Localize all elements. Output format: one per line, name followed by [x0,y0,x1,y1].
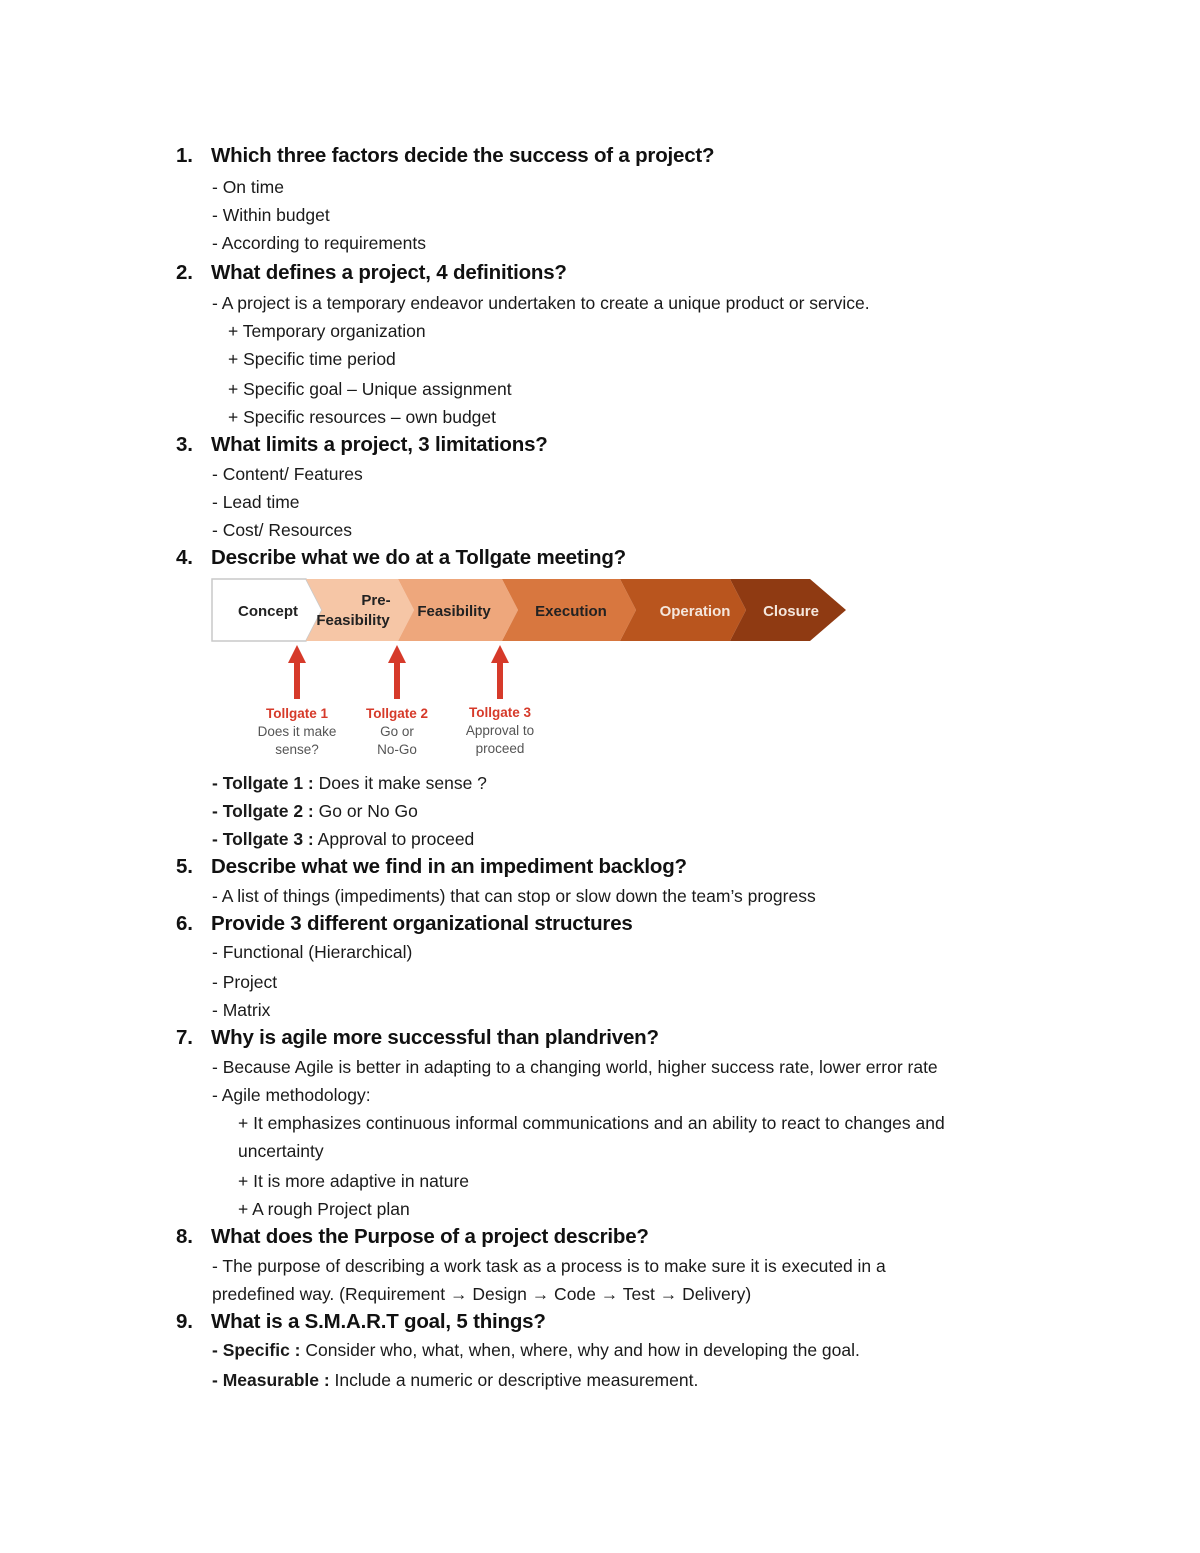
tollgate-3-arrow-icon [491,645,509,699]
answer-text: Include a numeric or descriptive measurement. [329,1370,699,1390]
question-text: Why is agile more successful than plandriven? [211,1026,659,1049]
question-number: 6. [176,912,193,935]
answer-line: - According to requirements [212,233,426,253]
answer-sub-item: + It emphasizes continuous informal communications and an ability to react to changes and [238,1113,945,1133]
answer-line: - Agile methodology: [212,1085,371,1105]
question-9 [176,1309,546,1335]
stage-label: Concept [238,603,298,620]
question-number: 9. [176,1310,193,1333]
answer-line [212,1368,698,1392]
question-text: What defines a project, 4 definitions? [211,261,567,284]
stage-label: Feasibility [316,612,390,629]
stage-pre-feasibility [306,579,414,641]
question-text: What is a S.M.A.R.T goal, 5 things? [211,1310,546,1333]
question-8 [176,1224,649,1250]
answer-label: - Measurable : [212,1370,330,1390]
answer-line: - Within budget [212,205,330,225]
tollgate-desc: Approval to [465,723,535,738]
answer-line: - A project is a temporary endeavor undertaken to create a unique product or service. [212,293,870,313]
tollgate-markers [240,643,560,763]
tollgate-2-arrow-icon [388,645,406,699]
answer-line: - Matrix [212,1000,271,1020]
tollgate-desc: Go or [380,724,414,739]
question-number: 5. [176,855,193,878]
question-text: What limits a project, 3 limitations? [211,433,548,456]
project-phase-diagram [210,573,850,645]
question-number: 3. [176,433,193,456]
question-number: 4. [176,546,193,569]
answer-text: Go or No Go [313,801,418,821]
answer-label: - Tollgate 3 : [212,829,314,849]
answer-sub-item: + Temporary organization [228,321,426,341]
answer-sub-item: + Specific goal – Unique assignment [228,379,512,399]
answer-line: - Content/ Features [212,464,363,484]
answer-text: Consider who, what, when, where, why and how in developing the goal. [300,1340,860,1360]
question-2 [176,260,567,286]
question-6 [176,911,633,937]
stage-label: Operation [659,603,731,620]
question-1 [176,143,714,169]
tollgate-title: Tollgate 2 [365,706,429,721]
question-text: What does the Purpose of a project describe? [211,1225,649,1248]
tollgate-desc: proceed [475,741,525,756]
answer-line: - A list of things (impediments) that can stop or slow down the team’s progress [212,886,816,906]
question-7 [176,1025,659,1051]
tollgate-desc: sense? [275,742,319,757]
question-number: 2. [176,261,193,284]
question-4 [176,545,626,571]
answer-line: - On time [212,177,284,197]
answer-line: - Project [212,972,278,992]
tollgate-1-arrow-icon [288,645,306,699]
answer-sub-item: + It is more adaptive in nature [238,1171,470,1191]
question-number: 7. [176,1026,193,1049]
answer-line: - The purpose of describing a work task as a process is to make sure it is executed in a [212,1256,886,1276]
answer-sub-item: uncertainty [238,1141,324,1161]
answer-label: - Tollgate 2 : [212,801,314,821]
question-text: Describe what we do at a Tollgate meeting? [211,546,626,569]
stage-label: Feasibility [417,603,491,620]
answer-text: Does it make sense ? [313,773,487,793]
answer-line: - Cost/ Resources [212,520,353,540]
question-5 [176,854,687,880]
answer-line: - Lead time [212,492,300,512]
tollgate-title: Tollgate 3 [468,705,532,720]
answer-line [212,771,487,795]
tollgate-desc: No-Go [377,742,417,757]
question-number: 1. [176,144,193,167]
question-number: 8. [176,1225,193,1248]
question-text: Provide 3 different organizational structures [211,912,633,935]
question-3 [176,432,548,458]
stage-label: Closure [763,603,819,620]
stage-label: Pre- [361,592,391,609]
answer-sub-item: + Specific time period [228,349,396,369]
tollgate-title: Tollgate 1 [265,706,329,721]
answer-text: Approval to proceed [313,829,475,849]
tollgate-desc: Does it make [257,724,337,739]
answer-line: - Functional (Hierarchical) [212,942,413,962]
stage-label: Execution [535,603,607,620]
question-text: Describe what we find in an impediment backlog? [211,855,687,878]
answer-line: predefined way. (Requirement → Design → Code → Test → Delivery) [212,1284,752,1304]
answer-label: - Tollgate 1 : [212,773,314,793]
answer-label: - Specific : [212,1340,301,1360]
answer-sub-item: + Specific resources – own budget [228,407,497,427]
answer-sub-item: + A rough Project plan [238,1199,410,1219]
question-text: Which three factors decide the success of a project? [211,144,715,167]
answer-line [212,799,418,823]
answer-line [212,1338,860,1362]
answer-line [212,827,474,851]
answer-line: - Because Agile is better in adapting to a changing world, higher success rate, lower error rate [212,1057,938,1077]
